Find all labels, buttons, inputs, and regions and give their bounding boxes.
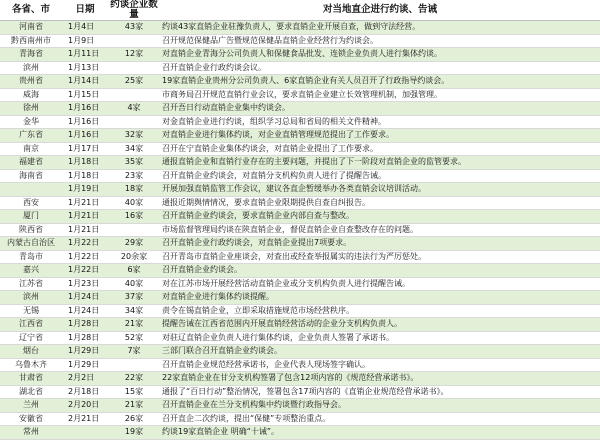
count-cell: 34家 xyxy=(108,304,160,318)
province-cell: 江西省 xyxy=(0,318,62,332)
table-row xyxy=(0,210,600,224)
date-cell: 1月21日 xyxy=(62,223,108,237)
action-cell: 19家直销企业贵州分公司负责人、6家直销企业有关人员召开了行政指导约谈会。 xyxy=(160,75,600,89)
province-cell: 青岛市 xyxy=(0,250,62,264)
province-cell: 南京 xyxy=(0,142,62,156)
action-cell: 对直销企业进行集体约谈提醒。 xyxy=(160,291,600,305)
date-cell: 1月14日 xyxy=(62,75,108,89)
count-cell: 52家 xyxy=(108,331,160,345)
date-cell: 1月9日 xyxy=(62,34,108,48)
date-cell: 1月21日 xyxy=(62,210,108,224)
table-row xyxy=(0,277,600,291)
table-row xyxy=(0,61,600,75)
table-row xyxy=(0,412,600,426)
action-cell: 责令在锡直销企业，立即采取措施规范市场经营秩序。 xyxy=(160,304,600,318)
count-cell: 4家 xyxy=(108,102,160,116)
count-cell: 12家 xyxy=(108,48,160,62)
action-cell: 对驻辽直销企业负责人进行集体约谈，企业负责人签署了承诺书。 xyxy=(160,331,600,345)
province-cell: 广东省 xyxy=(0,129,62,143)
table-row xyxy=(0,48,600,62)
date-cell: 1月15日 xyxy=(62,88,108,102)
province-cell: 滨州 xyxy=(0,61,62,75)
action-cell: 召开直企二次约谈，提出“保健”专项整治重点。 xyxy=(160,412,600,426)
count-cell xyxy=(108,115,160,129)
count-cell: 40家 xyxy=(108,196,160,210)
province-cell: 安徽省 xyxy=(0,412,62,426)
table-row xyxy=(0,169,600,183)
province-cell: 青海省 xyxy=(0,48,62,62)
action-cell: 通报近期舆情情况，要求直销企业限期提供自查自纠报告。 xyxy=(160,196,600,210)
province-cell: 江苏省 xyxy=(0,277,62,291)
province-cell: 厦门 xyxy=(0,210,62,224)
date-cell: 2月2日 xyxy=(62,372,108,386)
table-row xyxy=(0,129,600,143)
count-cell: 35家 xyxy=(108,156,160,170)
count-cell: 6家 xyxy=(108,264,160,278)
date-cell: 1月4日 xyxy=(62,21,108,35)
province-cell: 威海 xyxy=(0,88,62,102)
table-row xyxy=(0,115,600,129)
count-cell: 26家 xyxy=(108,412,160,426)
action-cell: 召开直销企业约谈会。 xyxy=(160,264,600,278)
table-row xyxy=(0,21,600,35)
header-count: 约谈企业数量 xyxy=(108,0,160,21)
count-cell xyxy=(108,34,160,48)
count-cell: 29家 xyxy=(108,237,160,251)
count-cell: 18家 xyxy=(108,183,160,197)
count-cell xyxy=(108,61,160,75)
date-cell: 1月13日 xyxy=(62,61,108,75)
action-cell: 对金直销企业进行约谈，组织学习总局和省局的相关文件精神。 xyxy=(160,115,600,129)
action-cell: 对直销企业进行集体约谈，对企业直销管理规范提出了工作要求。 xyxy=(160,129,600,143)
table-row xyxy=(0,237,600,251)
date-cell: 1月19日 xyxy=(62,183,108,197)
count-cell: 23家 xyxy=(108,169,160,183)
header-date: 日期 xyxy=(62,0,108,21)
table-row xyxy=(0,345,600,359)
count-cell: 7家 xyxy=(108,345,160,359)
table-row xyxy=(0,223,600,237)
action-cell: 22家直销企业在甘分支机构签署了包含12项内容的《规范经营承诺书》。 xyxy=(160,372,600,386)
action-cell: 市场监督管理局约谈在陕直销企业，督促直销企业自查整改存在的问题。 xyxy=(160,223,600,237)
province-cell: 乌鲁木齐 xyxy=(0,358,62,372)
date-cell: 2月18日 xyxy=(62,385,108,399)
date-cell: 1月22日 xyxy=(62,237,108,251)
count-cell: 15家 xyxy=(108,385,160,399)
date-cell: 1月16日 xyxy=(62,115,108,129)
table-row xyxy=(0,88,600,102)
province-cell: 无锡 xyxy=(0,304,62,318)
action-cell: 约谈19家直销企业 明确“十诫”。 xyxy=(160,426,600,440)
count-cell: 40家 xyxy=(108,277,160,291)
date-cell: 1月11日 xyxy=(62,48,108,62)
date-cell: 1月29日 xyxy=(62,345,108,359)
table-row xyxy=(0,75,600,89)
table-row xyxy=(0,399,600,413)
count-cell xyxy=(108,223,160,237)
table-row xyxy=(0,264,600,278)
date-cell: 1月24日 xyxy=(62,304,108,318)
count-cell: 21家 xyxy=(108,318,160,332)
date-cell: 2月21日 xyxy=(62,412,108,426)
action-cell: 召开直销企业在兰分支机构集中约谈暨行政指导会。 xyxy=(160,399,600,413)
table-row xyxy=(0,196,600,210)
table-row xyxy=(0,291,600,305)
province-cell: 贵州省 xyxy=(0,75,62,89)
table-row xyxy=(0,250,600,264)
count-cell: 43家 xyxy=(108,21,160,35)
table-header xyxy=(0,0,600,21)
table-row xyxy=(0,372,600,386)
count-cell: 21家 xyxy=(108,399,160,413)
province-cell: 常州 xyxy=(0,426,62,440)
action-cell: 通报了“百日行动”整治情况，签署包含17项内容的《直销企业规范经营承诺书》。 xyxy=(160,385,600,399)
date-cell: 1月16日 xyxy=(62,102,108,116)
province-cell: 陕西省 xyxy=(0,223,62,237)
count-cell xyxy=(108,88,160,102)
action-cell: 召开直销企业规范经营承诺书，企业代表人现场签字确认。 xyxy=(160,358,600,372)
table-row xyxy=(0,142,600,156)
date-cell: 1月29日 xyxy=(62,358,108,372)
date-cell: 1月22日 xyxy=(62,250,108,264)
count-cell: 19家 xyxy=(108,426,160,440)
table-row xyxy=(0,426,600,440)
province-cell: 兰州 xyxy=(0,399,62,413)
table-row xyxy=(0,385,600,399)
province-cell: 甘肃省 xyxy=(0,372,62,386)
action-cell: 召开直销企业约谈会，对直销分支机构负责人进行了提醒告诫。 xyxy=(160,169,600,183)
province-cell: 内蒙古自治区 xyxy=(0,237,62,251)
province-cell: 湖北省 xyxy=(0,385,62,399)
province-cell xyxy=(0,183,62,197)
action-cell: 市商务局召开规范直销行业会议，要求直销企业建立长效管理机制，加强管理。 xyxy=(160,88,600,102)
date-cell: 1月28日 xyxy=(62,331,108,345)
date-cell: 2月20日 xyxy=(62,399,108,413)
date-cell: 1月16日 xyxy=(62,129,108,143)
action-cell: 提醒告诫在江西省范围内开展直销经营活动的企业分支机构负责人。 xyxy=(160,318,600,332)
count-cell: 34家 xyxy=(108,142,160,156)
count-cell: 20余家 xyxy=(108,250,160,264)
date-cell: 1月18日 xyxy=(62,156,108,170)
header-action: 对当地直企进行约谈、告诫 xyxy=(160,0,600,21)
province-cell: 河南省 xyxy=(0,21,62,35)
action-cell: 三部门联合召开直销企业约谈会。 xyxy=(160,345,600,359)
table-row xyxy=(0,304,600,318)
count-cell: 16家 xyxy=(108,210,160,224)
table-row xyxy=(0,34,600,48)
date-cell: 1月21日 xyxy=(62,196,108,210)
date-cell: 1月17日 xyxy=(62,142,108,156)
date-cell: 1月24日 xyxy=(62,291,108,305)
table-row xyxy=(0,156,600,170)
count-cell: 37家 xyxy=(108,291,160,305)
table-row xyxy=(0,331,600,345)
province-cell: 金华 xyxy=(0,115,62,129)
province-cell: 辽宁省 xyxy=(0,331,62,345)
province-cell: 西安 xyxy=(0,196,62,210)
date-cell xyxy=(62,426,108,440)
province-cell: 黔西南州市 xyxy=(0,34,62,48)
province-cell: 徐州 xyxy=(0,102,62,116)
count-cell xyxy=(108,358,160,372)
action-cell: 召开青岛市直销企业座谈会，对查出或经查举报属实的违法行为严厉惩处。 xyxy=(160,250,600,264)
action-cell: 召开直销企业行政约谈会，对直销企业提出7项要求。 xyxy=(160,237,600,251)
table-body xyxy=(0,21,600,440)
action-cell: 通报直销企业和直销行业存在的主要问题，并提出了下一阶段对直销企业的监管要求。 xyxy=(160,156,600,170)
table-row xyxy=(0,358,600,372)
action-cell: 召开直销企业行政约谈会议。 xyxy=(160,61,600,75)
date-cell: 1月28日 xyxy=(62,318,108,332)
action-cell: 召开直销企业约谈会，要求直销企业内部自查与整改。 xyxy=(160,210,600,224)
action-cell: 对直销企业青海分公司负责人和保健食品批发、连锁企业负责人进行集体约谈。 xyxy=(160,48,600,62)
count-cell: 32家 xyxy=(108,129,160,143)
province-cell: 海南省 xyxy=(0,169,62,183)
province-cell: 嘉兴 xyxy=(0,264,62,278)
province-cell: 滨州 xyxy=(0,291,62,305)
action-cell: 对在江苏市场开展经营活动直销企业或分支机构负责人进行提醒告诫。 xyxy=(160,277,600,291)
province-cell: 烟台 xyxy=(0,345,62,359)
table-row xyxy=(0,102,600,116)
table-row xyxy=(0,318,600,332)
action-cell: 召开在宁直销企业集体约谈会，对直销企业提出了工作要求。 xyxy=(160,142,600,156)
action-cell: 召开规范保健品广告暨规范保健品直销企业经营行为约谈会。 xyxy=(160,34,600,48)
header-province: 各省、市 xyxy=(0,0,62,21)
count-cell: 22家 xyxy=(108,372,160,386)
count-cell: 25家 xyxy=(108,75,160,89)
date-cell: 1月22日 xyxy=(62,264,108,278)
action-cell: 召开吾日行动直销企业集中约谈会。 xyxy=(160,102,600,116)
date-cell: 1月23日 xyxy=(62,277,108,291)
action-cell: 约谈43家直销企业驻豫负责人，要求直销企业开展自查，做到守法经营。 xyxy=(160,21,600,35)
action-cell: 开展加强直销监管工作会议，建议各直企暂缓举办各类直销会议培训活动。 xyxy=(160,183,600,197)
table-row xyxy=(0,183,600,197)
province-cell: 福建省 xyxy=(0,156,62,170)
date-cell: 1月18日 xyxy=(62,169,108,183)
